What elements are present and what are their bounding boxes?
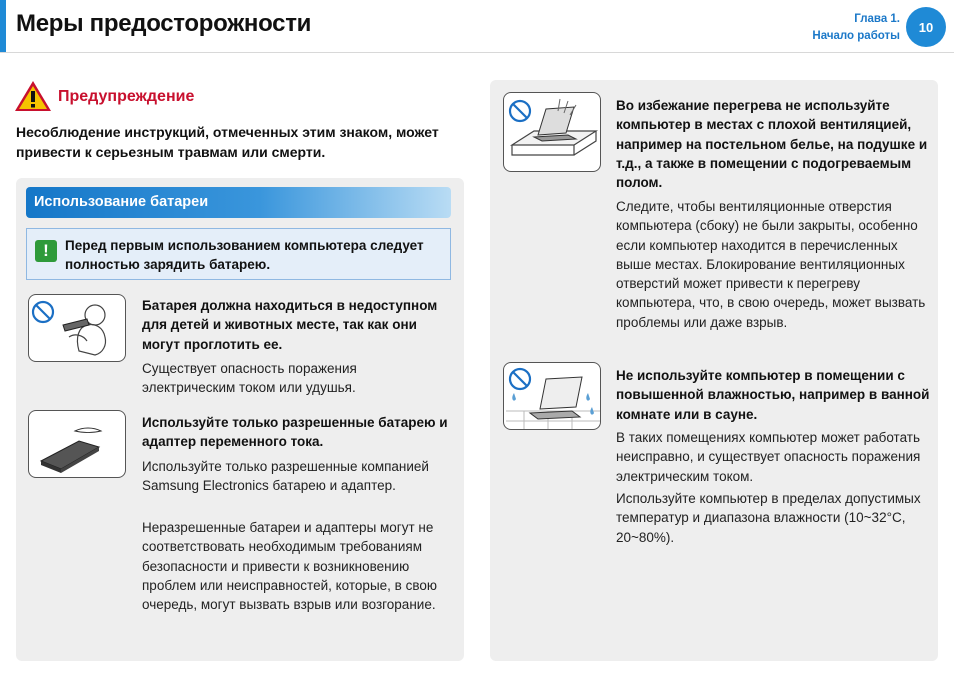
header-accent-bar bbox=[0, 0, 6, 52]
page-title: Меры предосторожности bbox=[16, 10, 312, 37]
exclamation-icon: ! bbox=[35, 240, 57, 262]
chapter-label[interactable] bbox=[812, 11, 900, 45]
battery-illustration bbox=[28, 410, 126, 478]
note-text: Перед первым использованием компьютера следует полностью зарядить батарею. bbox=[65, 238, 424, 272]
approved-battery-warning: Используйте только разрешенные батарею и адаптер переменного тока. bbox=[142, 415, 448, 450]
battery-child-detail: Существует опасность поражения электрическим током или удушья. bbox=[142, 361, 357, 396]
temperature-range-detail: Используйте компьютер в пределах допустимых температур и диапазона влажности (10~32°C, 20~80%). bbox=[616, 491, 921, 545]
humidity-detail: В таких помещениях компьютер может работать неисправно, и существует опасность поражения электрическим током. bbox=[616, 430, 921, 484]
humidity-warning: Не используйте компьютер в помещении с повышенной влажностью, например в ванной комнате или в сауне. bbox=[616, 368, 930, 422]
note-box bbox=[26, 228, 451, 280]
warning-title: Предупреждение bbox=[58, 88, 195, 105]
approved-battery-detail: Используйте только разрешенные компанией Samsung Electronics батарею и адаптер. bbox=[142, 459, 429, 494]
laptop-on-bed-icon bbox=[504, 93, 601, 172]
chapter-number: Глава 1. bbox=[854, 13, 900, 25]
chapter-name: Начало работы bbox=[812, 30, 900, 42]
battery-section-header: Использование батареи bbox=[26, 187, 451, 218]
page-number-badge: 10 bbox=[906, 7, 946, 47]
battery-child-warning: Батарея должна находиться в недоступном для детей и животных месте, так как они могут проглотить ее. bbox=[142, 298, 438, 352]
unapproved-battery-detail: Неразрешенные батареи и адаптеры могут не соответствовать необходимым требованиям безопасности и привести к возникновению проблем или неисправностей, которые, в свою очередь, могут вызвать взрыв или возгорание. bbox=[142, 520, 437, 613]
child-illustration bbox=[28, 294, 126, 362]
humidity-illustration bbox=[503, 362, 601, 430]
battery-pack-icon bbox=[29, 411, 126, 478]
ventilation-detail: Следите, чтобы вентиляционные отверстия компьютера (сбоку) не были закрыты, особенно если компьютер находится в перечисленных выше местах. Блокирование вентиляционных отверстий может привести к перегреву компьютера, что, в свою очередь, может вызвать проблемы или даже взрыв. bbox=[616, 199, 926, 330]
bed-illustration bbox=[503, 92, 601, 172]
child-battery-icon bbox=[29, 295, 126, 362]
warning-triangle-icon bbox=[14, 80, 52, 112]
ventilation-warning: Во избежание перегрева не используйте компьютер в местах с плохой вентиляцией, например на постельном белье, на подушке и т.д., а также в помещении с подогреваемым полом. bbox=[616, 98, 928, 191]
laptop-in-bathroom-icon bbox=[504, 363, 601, 430]
warning-description: Несоблюдение инструкций, отмеченных этим знаком, может привести к серьезным травмам или смерти. bbox=[16, 124, 439, 160]
header-divider bbox=[0, 52, 954, 53]
